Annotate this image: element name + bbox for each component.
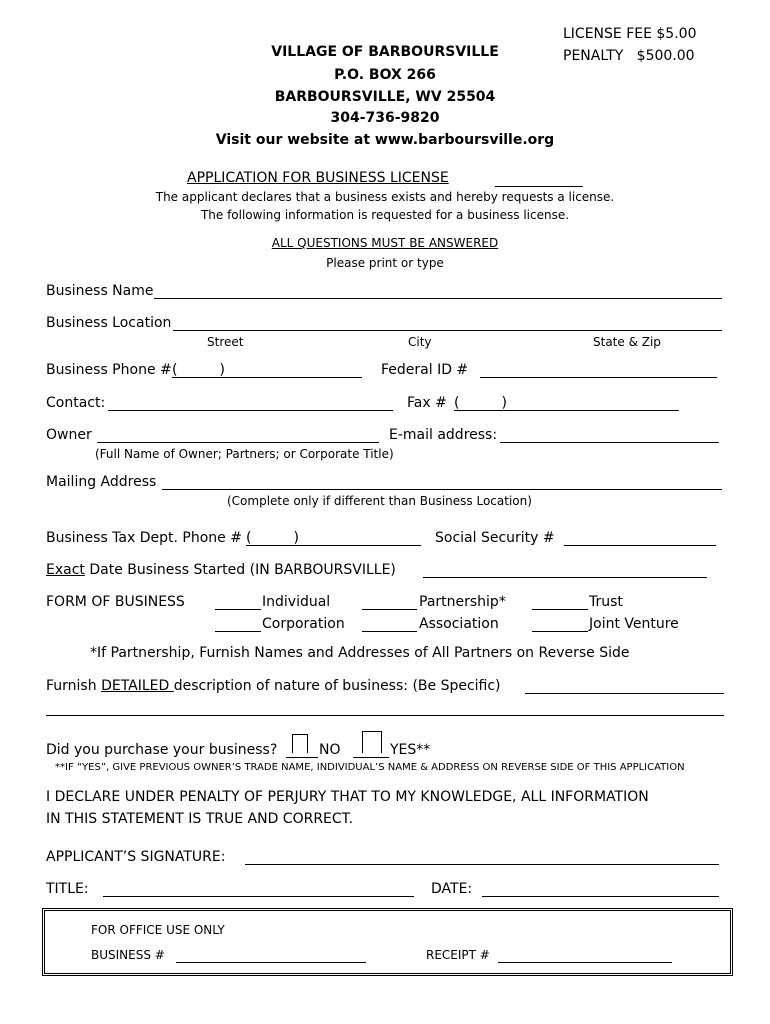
owner-label: Owner bbox=[46, 427, 92, 443]
federal-id-field[interactable] bbox=[480, 377, 717, 378]
location-city-hint: City bbox=[408, 335, 432, 349]
contact-field[interactable] bbox=[108, 410, 393, 411]
business-location-label: Business Location bbox=[46, 315, 172, 331]
form-of-business-label: FORM OF BUSINESS bbox=[46, 594, 185, 610]
business-phone-area-code: ( ) bbox=[172, 362, 225, 378]
must-answer: ALL QUESTIONS MUST BE ANSWERED bbox=[271, 236, 499, 250]
corporation-blank[interactable] bbox=[215, 631, 261, 632]
mailing-address-label: Mailing Address bbox=[46, 474, 157, 490]
date-field[interactable] bbox=[482, 896, 719, 897]
description-label: Furnish DETAILED description of nature of business: (Be Specific) bbox=[46, 678, 501, 694]
title-field[interactable] bbox=[103, 896, 414, 897]
office-business-label: BUSINESS # bbox=[91, 948, 165, 962]
partnership-option: Partnership* bbox=[419, 594, 506, 610]
business-name-field[interactable] bbox=[154, 298, 722, 299]
email-field[interactable] bbox=[500, 442, 719, 443]
license-fee: LICENSE FEE $5.00 bbox=[563, 26, 697, 42]
signature-field[interactable] bbox=[245, 864, 719, 865]
purchase-question: Did you purchase your business? bbox=[46, 742, 278, 758]
office-heading: FOR OFFICE USE ONLY bbox=[91, 923, 225, 937]
office-receipt-field[interactable] bbox=[498, 962, 672, 963]
org-name: VILLAGE OF BARBOURSVILLE bbox=[271, 44, 499, 60]
individual-blank[interactable] bbox=[215, 609, 261, 610]
date-started-label: Exact Date Business Started (IN BARBOURSVILLE) bbox=[46, 562, 396, 578]
yes-checkbox[interactable] bbox=[362, 731, 382, 753]
tax-phone-area-code: ( ) bbox=[246, 530, 299, 546]
org-phone: 304-736-9820 bbox=[330, 110, 440, 126]
joint-venture-option: Joint Venture bbox=[589, 616, 679, 632]
trust-option: Trust bbox=[589, 594, 623, 610]
owner-hint: (Full Name of Owner; Partners; or Corporate Title) bbox=[95, 447, 394, 461]
business-phone-field[interactable] bbox=[172, 377, 362, 378]
individual-option: Individual bbox=[262, 594, 331, 610]
partnership-note: *If Partnership, Furnish Names and Addresses of All Partners on Reverse Side bbox=[90, 645, 630, 661]
ssn-label: Social Security # bbox=[435, 530, 555, 546]
fax-label: Fax # bbox=[407, 395, 447, 411]
date-started-field[interactable] bbox=[423, 577, 707, 578]
declaration-line-1: I DECLARE UNDER PENALTY OF PERJURY THAT TO MY KNOWLEDGE, ALL INFORMATION bbox=[46, 789, 649, 805]
po-box: P.O. BOX 266 bbox=[334, 67, 436, 83]
website: Visit our website at www.barboursville.org bbox=[215, 132, 555, 148]
tax-phone-label: Business Tax Dept. Phone # bbox=[46, 530, 242, 546]
business-phone-label: Business Phone # bbox=[46, 362, 172, 378]
mailing-hint: (Complete only if different than Business Location) bbox=[227, 494, 532, 508]
mailing-address-field[interactable] bbox=[162, 489, 722, 490]
signature-label: APPLICANT’S SIGNATURE: bbox=[46, 849, 226, 865]
business-name-label: Business Name bbox=[46, 283, 154, 299]
location-state-zip-hint: State & Zip bbox=[593, 335, 661, 349]
no-checkbox[interactable] bbox=[292, 734, 308, 753]
business-location-field[interactable] bbox=[173, 330, 722, 331]
federal-id-label: Federal ID # bbox=[381, 362, 469, 378]
title-underline bbox=[495, 186, 583, 187]
yes-label: YES** bbox=[390, 742, 431, 758]
contact-label: Contact: bbox=[46, 395, 106, 411]
joint-venture-blank[interactable] bbox=[532, 631, 588, 632]
declaration-line-2: IN THIS STATEMENT IS TRUE AND CORRECT. bbox=[46, 811, 354, 827]
intro-line-2: The following information is requested for a business license. bbox=[200, 208, 570, 222]
title-label: TITLE: bbox=[46, 881, 89, 897]
print-type: Please print or type bbox=[326, 256, 444, 270]
description-field-line-2[interactable] bbox=[46, 715, 724, 716]
office-use-box bbox=[42, 908, 733, 976]
no-label: NO bbox=[319, 742, 341, 758]
penalty-fee: PENALTY $500.00 bbox=[563, 48, 695, 64]
partnership-blank[interactable] bbox=[362, 609, 417, 610]
no-blank bbox=[286, 757, 318, 758]
description-field[interactable] bbox=[525, 693, 724, 694]
city-state: BARBOURSVILLE, WV 25504 bbox=[274, 89, 496, 105]
intro-line-1: The applicant declares that a business exists and hereby requests a license. bbox=[155, 190, 615, 204]
email-label: E-mail address: bbox=[389, 427, 498, 443]
owner-field[interactable] bbox=[97, 442, 379, 443]
fax-area-code: ( ) bbox=[454, 395, 507, 411]
corporation-option: Corporation bbox=[262, 616, 345, 632]
association-option: Association bbox=[419, 616, 499, 632]
location-street-hint: Street bbox=[207, 335, 244, 349]
tax-phone-field[interactable] bbox=[246, 545, 421, 546]
ssn-field[interactable] bbox=[564, 545, 716, 546]
date-label: DATE: bbox=[431, 881, 473, 897]
trust-blank[interactable] bbox=[532, 609, 588, 610]
office-receipt-label: RECEIPT # bbox=[426, 948, 490, 962]
purchase-note: **IF “YES”, GIVE PREVIOUS OWNER’S TRADE NAME, INDIVIDUAL’S NAME & ADDRESS ON REVERSE SIDE OF THIS APPLICATION bbox=[55, 762, 685, 773]
association-blank[interactable] bbox=[362, 631, 417, 632]
yes-blank bbox=[353, 757, 389, 758]
fax-field[interactable] bbox=[454, 410, 679, 411]
office-business-field[interactable] bbox=[176, 962, 366, 963]
page-title: APPLICATION FOR BUSINESS LICENSE bbox=[187, 170, 449, 186]
